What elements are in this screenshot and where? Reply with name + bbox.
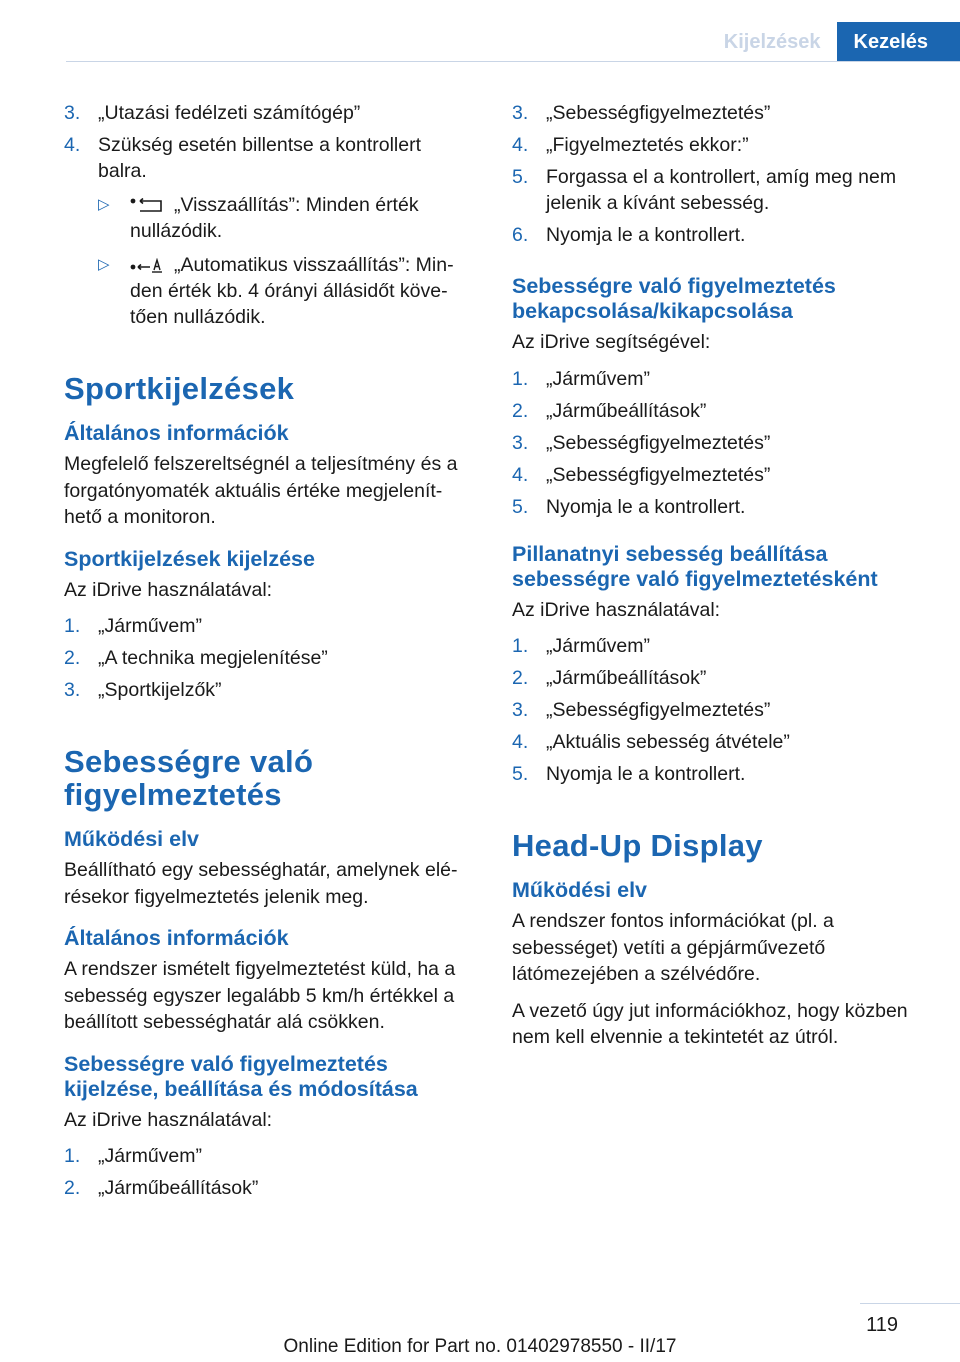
footer-edition: Online Edition for Part no. 01402978550 - II/17 <box>283 1336 677 1357</box>
list-item: 4. „Aktuális sebesség átvétele” <box>512 731 790 753</box>
list-item: 2. „Járműbeállítások” <box>512 399 707 422</box>
subheading-sport-display: Sportkijelzések kijelzése <box>64 546 315 571</box>
paragraph: A vezető úgy jut információkhoz, hogy közben nem kell elvennie a tekintetét az útról. <box>512 999 908 1048</box>
list-item: 2. „A technika megjelenítése” <box>64 647 328 669</box>
subheading-current-speed: Pillanatnyi sebesség beállítása sebességre való figyelmeztetésként <box>512 541 878 591</box>
list-item: 4. „Sebességfigyelmeztetés” <box>512 463 771 486</box>
auto-reset-icon <box>130 258 166 274</box>
list-item: 3. „Utazási fedélzeti számítógép” <box>64 102 361 124</box>
header-tabs <box>694 22 960 62</box>
list-item: 1. „Járművem” <box>512 367 651 390</box>
list-item: 3. „Sebességfigyelmeztetés” <box>512 102 771 124</box>
subheading-principle: Működési elv <box>64 827 200 851</box>
heading-head-up-display: Head-Up Display <box>512 828 763 863</box>
list-item: 6. Nyomja le a kontrollert. <box>512 224 746 246</box>
list-item: 4. Szükség esetén billentse a kontrollert balra. <box>64 134 422 182</box>
sub-list-item <box>98 192 466 244</box>
subheading-onoff: Sebességre való figyelmeztetés bekapcsolása/kikapcsolása <box>512 274 836 323</box>
list-item: 3. „Sebességfigyelmeztetés” <box>512 699 771 721</box>
tab-kezeles[interactable]: Kezelés <box>837 22 960 62</box>
list-item: 2. „Járműbeállítások” <box>512 667 707 689</box>
paragraph: Az iDrive használatával: <box>64 578 273 601</box>
heading-sportkijelzesek: Sportkijelzések <box>64 371 295 406</box>
header-divider <box>66 61 960 62</box>
list-item: 4. „Figyelmeztetés ekkor:” <box>512 134 749 156</box>
triangle-bullet-icon: ▷ <box>98 196 110 213</box>
paragraph: Az iDrive használatával: <box>512 598 721 621</box>
tab-kijelzesek[interactable]: Kijelzések <box>694 22 837 62</box>
right-column <box>512 100 914 1061</box>
left-column <box>64 100 466 1207</box>
sub-list-item <box>98 252 466 330</box>
footer-divider <box>860 1303 960 1304</box>
list-item: 3. „Sebességfigyelmeztetés” <box>512 431 771 454</box>
list-item: 1. „Járművem” <box>64 615 203 637</box>
subheading-speed-display-setup: Sebességre való figyelmeztetés kijelzése, beállítása és módosítása <box>64 1051 418 1101</box>
list-item: 1. „Járművem” <box>64 1145 203 1167</box>
subheading-principle: Működési elv <box>512 878 648 902</box>
auto-reset-text: „Automatikus visszaállítás”: Minden érték kb. 4 órányi állásidőt követően nullázódik. <box>130 254 454 328</box>
manual-reset-icon <box>130 198 166 214</box>
triangle-bullet-icon: ▷ <box>98 256 110 273</box>
page-number: 119 <box>866 1314 898 1336</box>
subheading-general-info: Általános információk <box>64 926 289 950</box>
list-item: 5. Forgassa el a kontrollert, amíg meg nem jelenik a kívánt sebesség. <box>512 166 897 214</box>
manual-reset-text: „Visszaállítás”: Minden érték nullázódik. <box>130 194 419 242</box>
paragraph: A rendszer fontos információkat (pl. a sebességet) vetíti a gépjárművezető látómezejében a szélvédőre. <box>512 910 834 985</box>
list-item: 3. „Sportkijelzők” <box>64 679 222 701</box>
paragraph: Az iDrive használatával: <box>64 1108 273 1131</box>
list-item: 5. Nyomja le a kontrollert. <box>512 763 746 785</box>
paragraph: A rendszer ismételt figyelmeztetést küld, ha a sebesség egyszer legalább 5 km/h értékkel a beállított sebességhatár alá csökken. <box>64 958 456 1033</box>
list-item: 1. „Járművem” <box>512 635 651 657</box>
paragraph: Az iDrive segítségével: <box>512 331 711 353</box>
paragraph: Beállítható egy sebességhatár, amelynek elérésekor figyelmeztetés jelenik meg. <box>64 859 458 908</box>
paragraph: Megfelelő felszereltségnél a teljesítmény és a forgatónyomaték aktuális értéke megjeleníthető a monitoron. <box>64 453 458 528</box>
heading-speed-warning: Sebességre való figyelmeztetés <box>64 744 314 812</box>
list-item: 5. Nyomja le a kontrollert. <box>512 495 746 518</box>
list-item: 2. „Járműbeállítások” <box>64 1177 259 1199</box>
subheading-general-info: Általános információk <box>64 421 289 445</box>
